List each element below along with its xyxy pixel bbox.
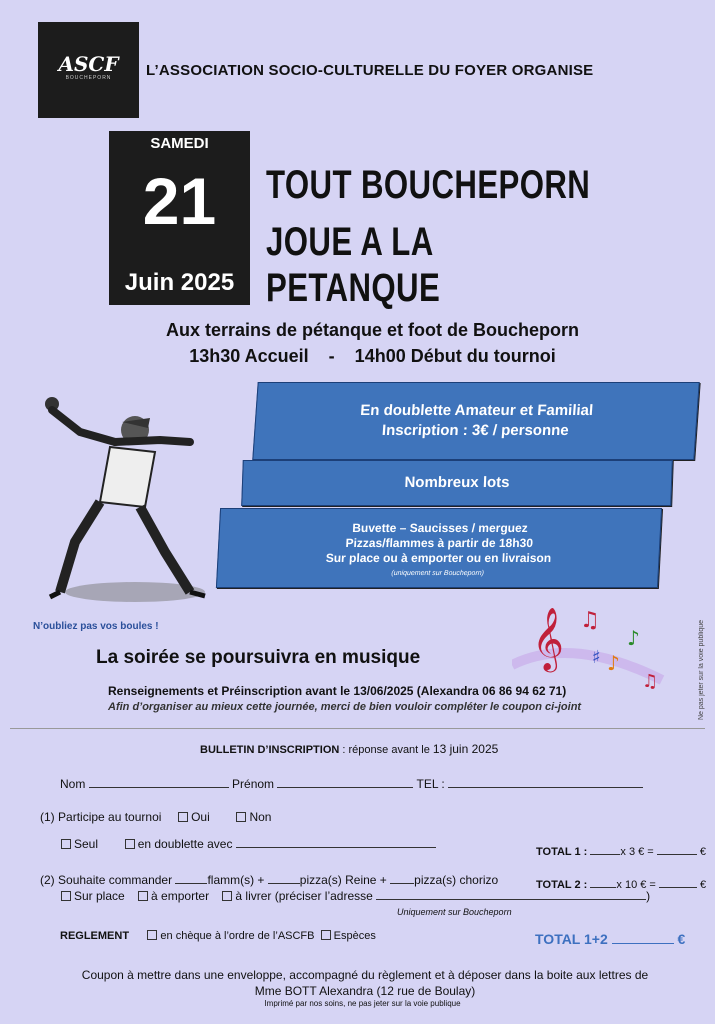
venue-text: Aux terrains de pétanque et foot de Boucheporn [165,320,580,340]
total-1-plus-2-row [535,931,685,947]
total1-euro: € [699,846,706,858]
question-1-row [40,810,271,824]
reine-qty-field[interactable] [268,872,300,884]
total2-amount-field[interactable] [659,876,697,888]
svg-text:♫: ♫ [580,608,600,633]
coupon-line-1: Coupon à mettre dans une enveloppe, accompagné du règlement et à déposer dans la boite aux lettres de [81,968,649,982]
bulletin-label: BULLETIN D’INSCRIPTION [200,744,340,756]
emporter-label: à emporter [151,889,210,903]
reglement-row [60,930,376,942]
boules-reminder: N’oubliez pas vos boules ! [33,621,159,632]
banner1-line2: Inscription : 3€ / personne [381,422,570,439]
total2-label: TOTAL 2 : [536,879,588,891]
banner3-line2: Pizzas/flammes à partir de 18h30 [345,536,534,550]
non-checkbox[interactable] [236,812,246,822]
q2-label: Souhaite commander [58,873,173,887]
svg-text:♪: ♪ [627,626,640,650]
banner1-line1: En doublette Amateur et Familial [359,402,594,419]
participation-type-row [61,836,436,851]
oui-checkbox[interactable] [178,812,188,822]
oui-label: Oui [191,810,210,824]
livrer-checkbox[interactable] [222,891,232,901]
doublette-label: en doublette avec [137,837,233,851]
logo-subtext: BOUCHEPORN [65,75,112,81]
side-disclaimer: Ne pas jeter sur la voie publique [698,619,705,720]
music-notes-icon [512,595,672,695]
question-2-row [40,872,498,887]
banner3-note: (uniquement sur Boucheporn) [391,570,485,577]
association-heading: L’ASSOCIATION SOCIO-CULTURELLE DU FOYER ORGANISE [146,62,594,79]
petanque-player-illustration [40,392,210,607]
total1-mult: x 3 € = [620,846,654,858]
nom-label: Nom [60,777,86,791]
schedule-text: 13h30 Accueil - 14h00 Début du tournoi [189,346,556,366]
total1-qty-field[interactable] [590,843,620,855]
especes-checkbox[interactable] [321,930,331,940]
total2-qty-field[interactable] [590,876,616,888]
total1-amount-field[interactable] [657,843,697,855]
flamm-qty-field[interactable] [175,872,207,884]
seul-label: Seul [74,837,99,851]
nom-field[interactable] [89,776,229,788]
seul-checkbox[interactable] [61,839,71,849]
reglement-label: REGLEMENT [60,930,130,942]
delivery-note: Uniquement sur Boucheporn [397,907,512,917]
flamm-label: flamm(s) + [207,873,265,887]
livrer-label: à livrer (préciser l’adresse [235,889,373,903]
banner2-text: Nombreux lots [404,474,510,491]
printed-note: Imprimé par nos soins, ne pas jeter sur la voie publique [264,999,461,1008]
svg-text:𝄞: 𝄞 [532,607,564,670]
soiree-text: La soirée se poursuivra en musique [96,647,421,668]
prenom-label: Prénom [232,777,275,791]
date-number: 21 [142,164,217,238]
total3-euro: € [677,931,686,947]
logo-text: ASCF [58,52,119,76]
emporter-checkbox[interactable] [138,891,148,901]
title-line-1: TOUT BOUCHEPORN [266,163,591,207]
coupon-instructions [0,967,715,999]
total1-label: TOTAL 1 : [536,846,588,858]
delivery-options-row [61,888,650,903]
coupon-line-2: Mme BOTT Alexandra (12 rue de Boulay) [254,984,476,998]
chorizo-label: pizza(s) chorizo [414,873,499,887]
sur-place-checkbox[interactable] [61,891,71,901]
coupon-cut-line [10,728,705,729]
total3-label: TOTAL 1+2 [535,931,608,947]
non-label: Non [249,810,272,824]
q1-number: (1) [40,810,55,824]
info-banner-buvette [216,508,662,588]
chorizo-qty-field[interactable] [390,872,414,884]
date-day: SAMEDI [150,135,209,152]
total-1-row [536,843,706,858]
doublette-partner-field[interactable] [236,836,436,848]
sur-place-label: Sur place [74,889,125,903]
svg-text:♯: ♯ [592,647,601,668]
q1-label: Participe au tournoi [58,810,162,824]
svg-text:♫: ♫ [642,671,659,692]
instructions-text: Afin d’organiser au mieux cette journée, merci de bien vouloir compléter le coupon ci-joint [108,701,582,713]
total3-amount-field[interactable] [612,932,674,944]
cheque-label: en chèque à l’ordre de l’ASCFB [160,930,315,942]
doublette-checkbox[interactable] [125,839,135,849]
prenom-field[interactable] [277,776,413,788]
renseignements-text: Renseignements et Préinscription avant le 13/06/2025 (Alexandra 06 86 94 62 71) [108,684,567,698]
address-field[interactable] [376,888,646,900]
name-row [60,776,643,791]
total2-mult: x 10 € = [616,879,656,891]
address-close-paren: ) [646,889,651,903]
date-box [109,131,250,305]
title-line-2: JOUE A LA PETANQUE [266,220,441,310]
info-banner-inscription [252,382,699,460]
especes-label: Espèces [333,930,376,942]
cheque-checkbox[interactable] [147,930,157,940]
banner3-line3: Sur place ou à emporter ou en livraison [325,551,552,565]
ascf-logo [38,22,139,118]
svg-text:♪: ♪ [607,651,620,675]
tel-field[interactable] [448,776,643,788]
bulletin-date: 13 juin 2025 [432,742,499,756]
tel-label: TEL : [416,777,445,791]
total2-euro: € [699,879,707,891]
bulletin-heading [200,742,498,756]
banner3-line1: Buvette – Saucisses / merguez [351,521,529,535]
info-banner-lots [241,460,673,506]
bulletin-rest: : réponse avant le [339,744,433,756]
date-month: Juin 2025 [124,269,235,296]
reine-label: pizza(s) Reine + [299,873,387,887]
q2-number: (2) [40,873,55,887]
